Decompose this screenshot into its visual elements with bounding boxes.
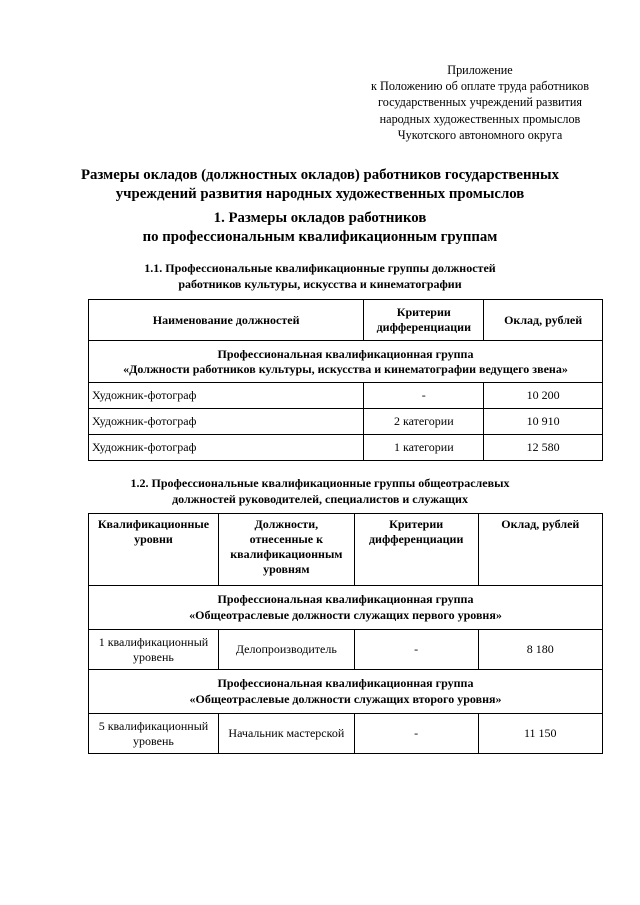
cell-qualification-level: 1 квалификационный уровень <box>89 630 219 670</box>
table-header-row <box>89 300 603 341</box>
section-heading-line: по профессиональным квалификационным группам <box>142 229 498 245</box>
group-row <box>89 670 603 714</box>
header-criteria: Критерии дифференциации <box>354 514 478 586</box>
section-1-heading <box>50 209 590 247</box>
document-title <box>50 166 590 204</box>
appendix-line: государственных учреждений развития <box>378 95 582 110</box>
appendix-line: Чукотского автономного округа <box>397 127 563 142</box>
header-salary: Оклад, рублей <box>478 514 602 586</box>
table-row <box>89 630 603 670</box>
cell-criteria: - <box>354 630 478 670</box>
table-row <box>89 435 603 461</box>
cell-salary: 10 200 <box>484 383 603 409</box>
cell-criteria: 1 категории <box>364 435 484 461</box>
group-title <box>89 586 603 630</box>
header-positions: Должности, отнесенные к квалификационным уровням <box>218 514 354 586</box>
group-line: «Общеотраслевые должности служащих первого уровня» <box>189 607 502 622</box>
table-header-row <box>89 514 603 586</box>
cell-qualification-level: 5 квалификационный уровень <box>89 714 219 754</box>
subsection-1-2-heading <box>50 476 590 507</box>
header-criteria: Критерии дифференциации <box>364 300 484 341</box>
table-row <box>89 409 603 435</box>
cell-position: Начальник мастерской <box>218 714 354 754</box>
cell-position: Художник-фотограф <box>89 435 364 461</box>
group-title <box>89 341 603 383</box>
group-line: Профессиональная квалификационная группа <box>217 346 474 361</box>
group-line: Профессиональная квалификационная группа <box>217 676 474 690</box>
subsection-heading-line: 1.1. Профессиональные квалификационные группы должностей <box>144 261 496 275</box>
group-row <box>89 341 603 383</box>
cell-position: Художник-фотограф <box>89 409 364 435</box>
subsection-heading-line: работников культуры, искусства и кинематографии <box>178 276 462 291</box>
table-row <box>89 714 603 754</box>
salary-table-1 <box>88 299 603 461</box>
cell-position: Делопроизводитель <box>218 630 354 670</box>
title-line: учреждений развития народных художественных промыслов <box>115 186 525 202</box>
group-line: «Общеотраслевые должности служащих второго уровня» <box>189 691 502 706</box>
appendix-line: народных художественных промыслов <box>379 111 581 126</box>
header-qualification-level: Квалификационные уровни <box>89 514 219 586</box>
section-heading-line: 1. Размеры окладов работников <box>213 210 427 226</box>
cell-salary: 8 180 <box>478 630 602 670</box>
table-row <box>89 383 603 409</box>
cell-salary: 12 580 <box>484 435 603 461</box>
cell-criteria: 2 категории <box>364 409 484 435</box>
cell-salary: 10 910 <box>484 409 603 435</box>
subsection-heading-line: 1.2. Профессиональные квалификационные группы общеотраслевых <box>130 476 510 490</box>
salary-table-2 <box>88 513 603 754</box>
group-row <box>89 586 603 630</box>
subsection-heading-line: должностей руководителей, специалистов и служащих <box>172 491 468 506</box>
group-title <box>89 670 603 714</box>
cell-criteria: - <box>364 383 484 409</box>
group-line: Профессиональная квалификационная группа <box>217 592 474 606</box>
title-line: Размеры окладов (должностных окладов) работников государственных <box>81 167 559 183</box>
cell-salary: 11 150 <box>478 714 602 754</box>
appendix-line: Приложение <box>447 63 513 77</box>
appendix-note <box>330 62 630 143</box>
group-line: «Должности работников культуры, искусства и кинематографии ведущего звена» <box>123 361 568 376</box>
appendix-line: к Положению об оплате труда работников <box>371 79 589 94</box>
header-salary: Оклад, рублей <box>484 300 603 341</box>
cell-criteria: - <box>354 714 478 754</box>
subsection-1-1-heading <box>50 261 590 292</box>
cell-position: Художник-фотограф <box>89 383 364 409</box>
header-position-name: Наименование должностей <box>89 300 364 341</box>
